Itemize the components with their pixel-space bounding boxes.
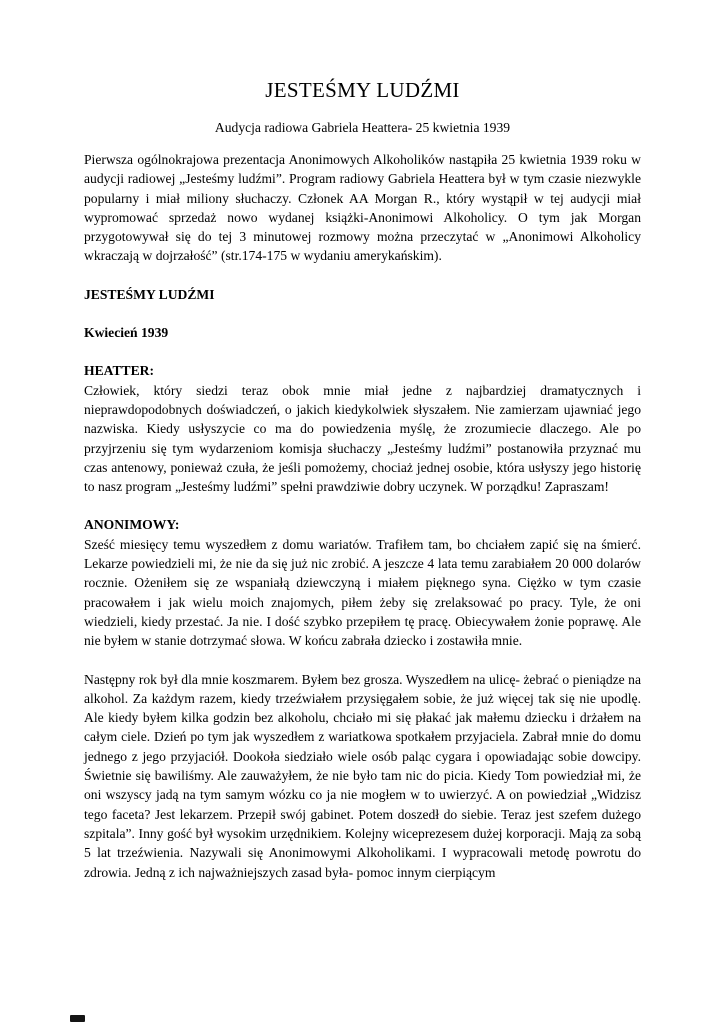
document-subtitle: Audycja radiowa Gabriela Heattera- 25 kwietnia 1939 bbox=[214, 120, 511, 135]
date-heading: Kwiecień 1939 bbox=[84, 325, 169, 341]
next-page-text-edge bbox=[70, 1015, 85, 1022]
speaker-label-anonymous: ANONIMOWY: bbox=[84, 517, 180, 533]
anonymous-paragraph-2: Następny rok był dla mnie koszmarem. Byłem bez grosza. Wyszedłem na ulicę- żebrać o pieniądze na alkohol. Za każdym razem, kiedy trzeźwiałem przysięgałem sobie, że już więcej tak się nie upodlę. Ale kiedy byłem kilka godzin bez alkoholu, chciało mi się płakać jak małemu dziecku i drżałem na całym ciele. Dzień po tym jak wyszedłem z wariatkowa spotkałem przyjaciela. Zabrał mnie do domu jednego z jego przyjaciół. Dookoła siedziało wiele osób paląc cygara i opowiadając sobie dowcipy. Świetnie się bawiliśmy. Ale zauważyłem, że nie było tam nic do picia. Kiedy Tom powiedział mi, że oni wszyscy jadą na tym samym wózku co ja nie mogłem w to uwierzyć. A on powiedział „Widzisz tego faceta? Jest lekarzem. Przepił swój gabinet. Potem doszedł do siebie. Teraz jest szefem dużego szpitala”. Inny gość był wysokim urzędnikiem. Kolejny wiceprezesem dużej korporacji. Mają za sobą 5 lat trzeźwienia. Nazywali się Anonimowymi Alkoholikami. I wypracowali metodę powrotu do zdrowia. Jedną z ich najważniejszych zasad była- pomoc innym cierpiącym bbox=[84, 671, 641, 880]
intro-paragraph: Pierwsza ogólnokrajowa prezentacja Anonimowych Alkoholików nastąpiła 25 kwietnia 1939 roku w audycji radiowej „Jesteśmy ludźmi”. Program radiowy Gabriela Heattera był w tym czasie niezwykle popularny i miał miliony słuchaczy. Członek AA Morgan R., który wystąpił w tej audycji miał wypromować sprzedaż nowo wydanej książki-Anonimowi Alkoholicy. O tym jak Morgan przygotowywał się do tej 3 minutowej rozmowy można przeczytać w „Anonimowi Alkoholicy wkraczają w dojrzałość” (str.174-175 w wydaniu amerykańskim). bbox=[84, 152, 641, 264]
document-title: JESTEŚMY LUDŹMI bbox=[265, 78, 460, 102]
section-heading: JESTEŚMY LUDŹMI bbox=[84, 286, 215, 302]
heatter-paragraph: Człowiek, który siedzi teraz obok mnie miał jedne z najbardziej dramatycznych i nieprawdopodobnych doświadczeń, o jakich kiedykolwiek słyszałem. Nie zamierzam ujawniać jego nazwiska. Kiedy usłyszycie co ma do powiedzenia myślę, że zrozumiecie dlaczego. Ale po przyjrzeniu się tym wydarzeniom komisja słuchaczy „Jesteśmy ludźmi” postanowiła przyznać mu czas antenowy, ponieważ czuła, że jeśli pomożemy, chociaż jednej osobie, która usłyszy jego historię to nasz program „Jesteśmy ludźmi” spełni prawdziwie dobry uczynek. W porządku! Zapraszam! bbox=[84, 382, 641, 495]
anonymous-paragraph-1: Sześć miesięcy temu wyszedłem z domu wariatów. Trafiłem tam, bo chciałem zapić się na śmierć. Lekarze powiedzieli mi, że nie da się już nic zrobić. A jeszcze 4 lata temu zarabiałem 20 000 dolarów rocznie. Ożeniłem się ze wspaniałą dziewczyną i miałem pięknego syna. Ciężko w tym czasie pracowałem i jak wielu moich znajomych, piłem żeby się zrelaksować po pracy. Tyle, że oni wiedzieli, kiedy przestać. Ja nie. I dość szybko przepiłem tę pracę. Obiecywałem żonie poprawę. Ale nie byłem w stanie dotrzymać słowa. W końcu zabrała dziecko i zostawiła mnie. bbox=[84, 536, 641, 649]
speaker-label-heatter: HEATTER: bbox=[84, 363, 154, 379]
